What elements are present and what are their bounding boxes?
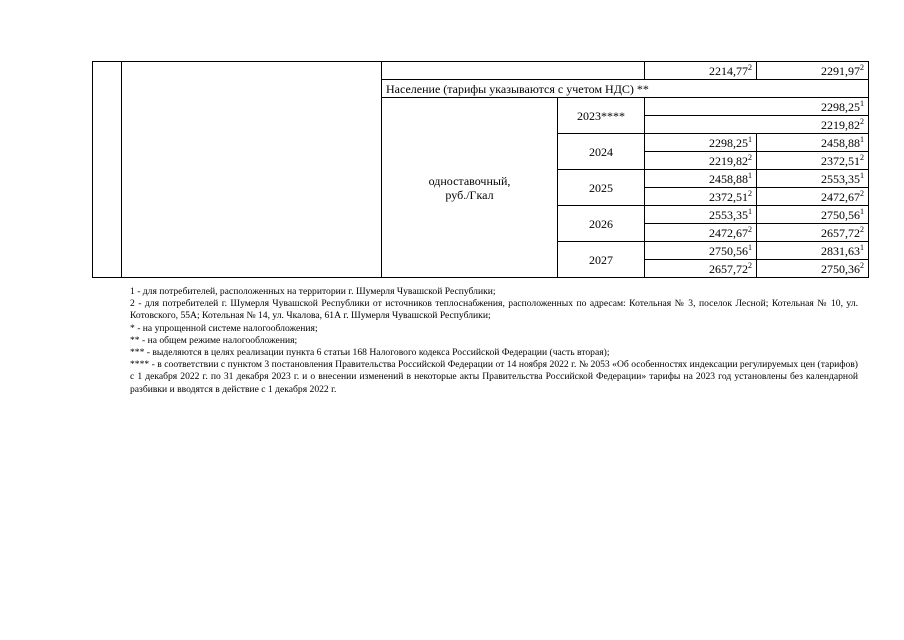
- tariff-value-cell: 2750,56$^1$: [757, 206, 869, 224]
- rate-unit-label: руб./Гкал: [445, 187, 494, 202]
- tariff-value-cell: 2750,56$^1$: [645, 242, 757, 260]
- footnote: * - на упрощенной системе налогообложения;: [130, 322, 318, 334]
- footnote: *** - выделяются в целях реализации пункта 6 статьи 168 Налогового кодекса Российской Федерации (часть вторая);: [130, 347, 610, 359]
- tariff-value-cell: 2657,72$^2$: [645, 260, 757, 278]
- tariff-value-cell: 2472,67$^2$: [645, 224, 757, 242]
- tariff-value-cell: 2472,67$^2$: [757, 188, 869, 206]
- year-cell: 2027: [558, 242, 645, 278]
- section-header-cell: Население (тарифы указываются с учетом НДС) **: [382, 80, 869, 98]
- tariff-value-cell: 2214,77$^2$: [645, 62, 757, 80]
- year-cell: 2023****: [558, 98, 645, 134]
- tariff-value-cell: 2298,25$^1$: [645, 134, 757, 152]
- footnote: **** - в соответствии с пунктом 3 постановления Правительства Российской Федерации от 14 ноября 2022 г. № 2053 «Об особенностях индексации регулируемых цен (тарифов) с 1 декабря 2022 г. по 31 декабря 2023 г. и о внесении изменений в некоторые акты Правительства Российской Федерации» тарифы на 2023 год установлены без календарной разбивки и вводятся в действие с 1 декабря 2022 г.: [130, 359, 858, 395]
- footnote: 2 - для потребителей г. Шумерля Чувашской Республики от источников теплоснабжения, расположенных по адресам: Котельная № 3, поселок Лесной; Котельная № 10, ул. Котовского, 55А; Котельная № 14, ул. Чкалова, 61А г. Шумерля Чувашской Республики;: [130, 298, 858, 322]
- tariff-value-cell: 2553,35$^1$: [645, 206, 757, 224]
- tariff-value-cell: 2291,97$^2$: [757, 62, 869, 80]
- footnote: 1 - для потребителей, расположенных на территории г. Шумерля Чувашской Республики;: [130, 286, 496, 297]
- year-cell: 2024: [558, 134, 645, 170]
- footnotes: [130, 286, 858, 396]
- tariff-value-cell: 2219,82$^2$: [645, 116, 869, 134]
- tariff-value-cell: 2372,51$^2$: [757, 152, 869, 170]
- table-row: [93, 62, 869, 80]
- footnote: ** - на общем режиме налогообложения;: [130, 334, 298, 346]
- tariff-value-cell: 2458,88$^1$: [645, 170, 757, 188]
- tariff-value-cell: 2750,36$^2$: [757, 260, 869, 278]
- tariff-table: [92, 61, 869, 278]
- tariff-value-cell: 2219,82$^2$: [645, 152, 757, 170]
- organization-column-cell: [122, 62, 382, 278]
- tariff-value-cell: 2372,51$^2$: [645, 188, 757, 206]
- tariff-value-cell: 2458,88$^1$: [757, 134, 869, 152]
- empty-cell: [382, 62, 645, 80]
- year-cell: 2025: [558, 170, 645, 206]
- tariff-value-cell: 2553,35$^1$: [757, 170, 869, 188]
- rate-type-label: одноставочный,: [428, 173, 511, 188]
- year-cell: 2026: [558, 206, 645, 242]
- tariff-value-cell: 2657,72$^2$: [757, 224, 869, 242]
- tariff-value-cell: 2831,63$^1$: [757, 242, 869, 260]
- number-column-cell: [93, 62, 122, 278]
- tariff-value-cell: 2298,25$^1$: [645, 98, 869, 116]
- rate-type-cell: [382, 98, 558, 278]
